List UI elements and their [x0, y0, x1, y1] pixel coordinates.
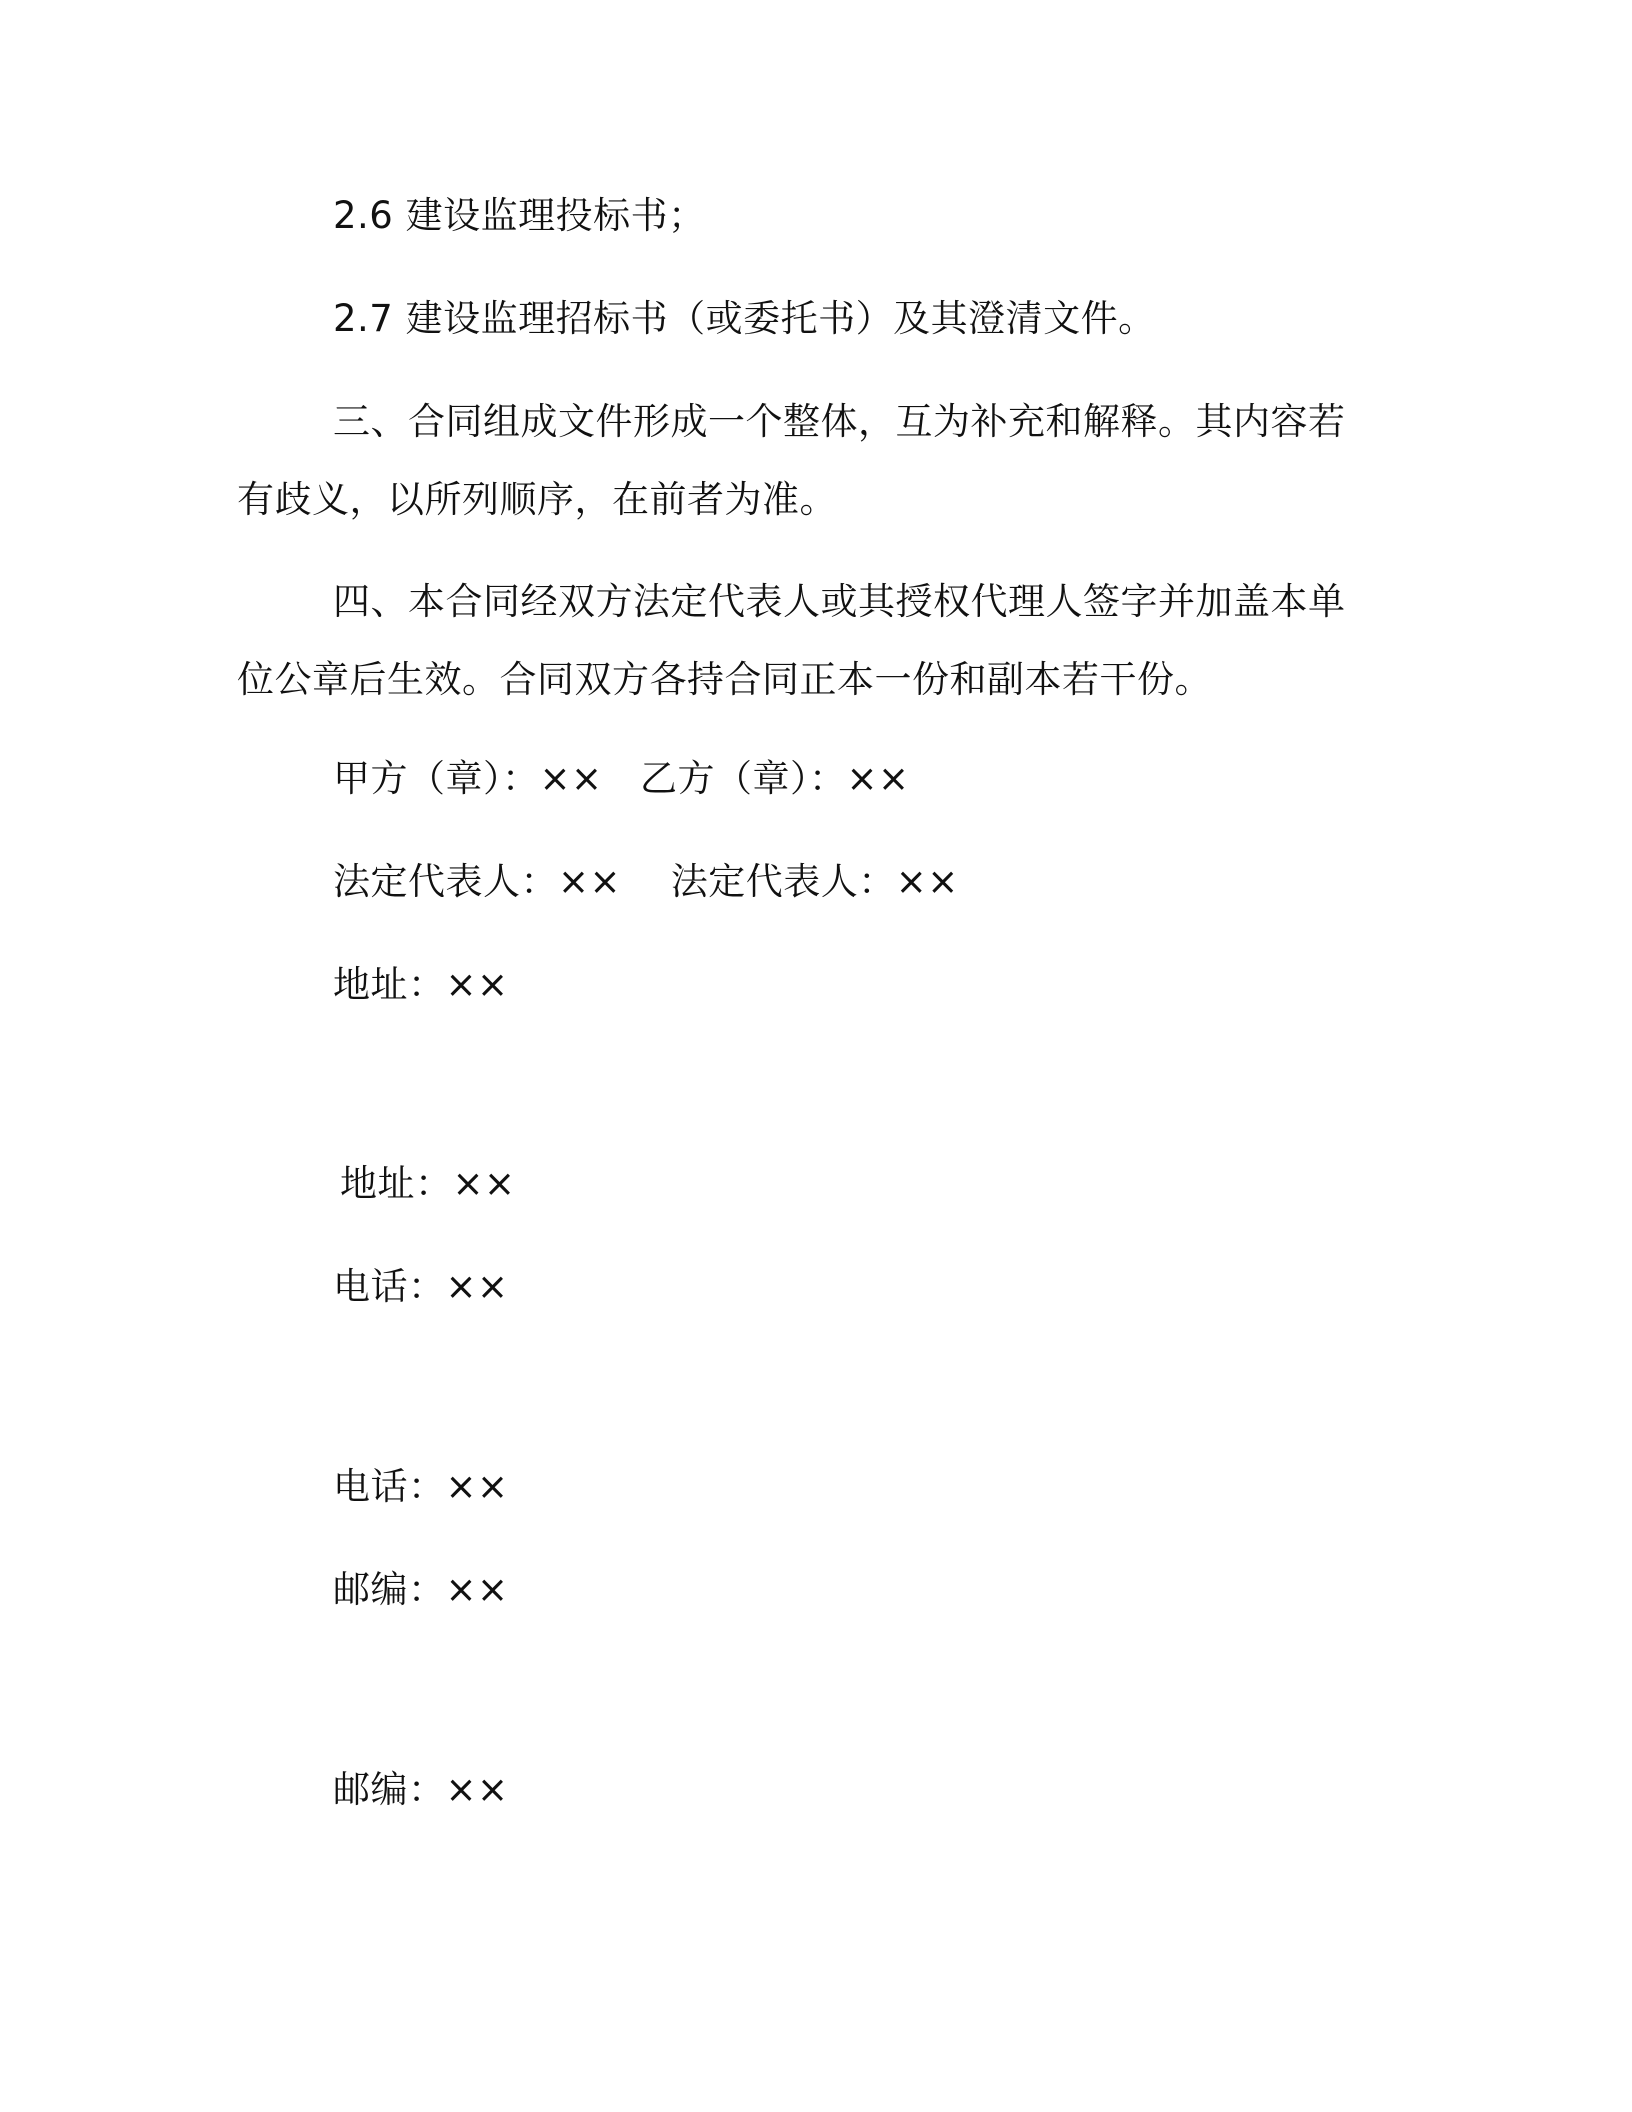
postcode-line-a: 邮编：××: [333, 1568, 509, 1611]
legal-representative-line: 法定代表人：×× 法定代表人：××: [333, 860, 959, 903]
phone-line-b: 电话：××: [333, 1465, 509, 1508]
address-line-a: 地址：××: [333, 963, 509, 1006]
postcode-line-b: 邮编：××: [333, 1768, 509, 1811]
address-line-b: 地址：××: [340, 1162, 516, 1205]
clause-three-paragraph: 三、合同组成文件形成一个整体，互为补充和解释。其内容若有歧义，以所列顺序，在前者为准。: [237, 400, 1346, 521]
phone-line-a: 电话：××: [333, 1265, 509, 1308]
list-item-2-6: 2.6 建设监理投标书；: [333, 194, 706, 237]
clause-four-paragraph: 四、本合同经双方法定代表人或其授权代理人签字并加盖本单位公章后生效。合同双方各持合同正本一份和副本若干份。: [237, 580, 1346, 701]
list-item-2-7: 2.7 建设监理招标书（或委托书）及其澄清文件。: [333, 297, 1156, 340]
party-seal-line: 甲方（章）：×× 乙方（章）：××: [333, 757, 910, 800]
